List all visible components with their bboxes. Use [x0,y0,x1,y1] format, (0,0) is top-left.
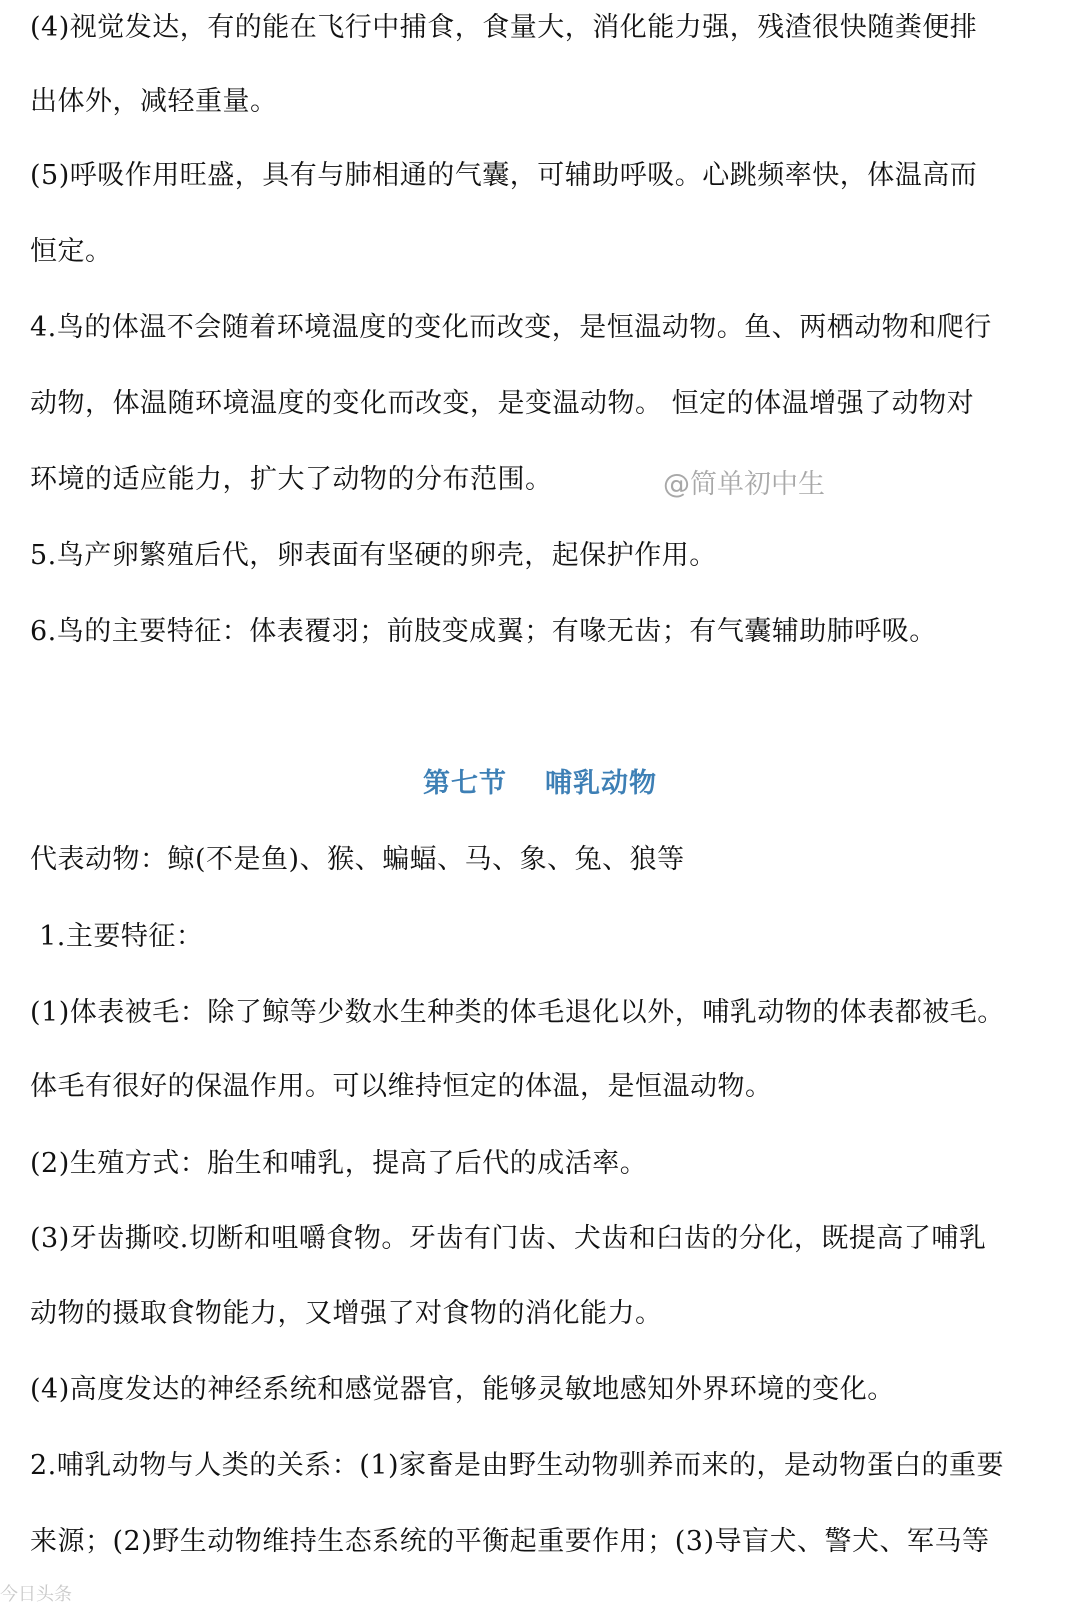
text-line: 环境的适应能力，扩大了动物的分布范围。 [30,464,553,495]
section-heading [0,764,1080,804]
text-line: (3)牙齿撕咬.切断和咀嚼食物。牙齿有门齿、犬齿和臼齿的分化，既提高了哺乳 [30,1223,987,1254]
text-line: 出体外，减轻重量。 [30,86,278,117]
section-title: 哺乳动物 [545,768,657,799]
text-line: (5)呼吸作用旺盛，具有与肺相通的气囊，可辅助呼吸。心跳频率快，体温高而 [30,160,978,191]
text-line: 动物，体温随环境温度的变化而改变，是变温动物。 恒定的体温增强了动物对 [30,388,975,419]
text-line: 6.鸟的主要特征：体表覆羽；前肢变成翼；有喙无齿；有气囊辅助肺呼吸。 [30,616,937,647]
text-line: 体毛有很好的保温作用。可以维持恒定的体温，是恒温动物。 [30,1071,773,1102]
text-line: (4)视觉发达，有的能在飞行中捕食，食量大，消化能力强，残渣很快随粪便排 [30,12,978,43]
watermark-author: @简单初中生 [663,469,825,500]
text-line: 5.鸟产卵繁殖后代，卵表面有坚硬的卵壳，起保护作用。 [30,540,717,571]
text-line: (4)高度发达的神经系统和感觉器官，能够灵敏地感知外界环境的变化。 [30,1374,895,1405]
text-line: 2.哺乳动物与人类的关系：(1)家畜是由野生动物驯养而来的，是动物蛋白的重要 [30,1450,1005,1481]
text-line: 4.鸟的体温不会随着环境温度的变化而改变，是恒温动物。鱼、两栖动物和爬行 [30,312,992,343]
text-line: 恒定。 [30,236,113,267]
section-number: 第七节 [423,768,507,799]
text-line: 代表动物：鲸(不是鱼)、猴、蝙蝠、马、象、兔、狼等 [30,844,685,875]
text-line: 动物的摄取食物能力，又增强了对食物的消化能力。 [30,1298,663,1329]
text-line: (2)生殖方式：胎生和哺乳，提高了后代的成活率。 [30,1148,648,1179]
text-line: 来源；(2)野生动物维持生态系统的平衡起重要作用；(3)导盲犬、警犬、军马等 [30,1526,990,1557]
text-line: 1.主要特征： [30,921,204,952]
text-line: (1)体表被毛：除了鲸等少数水生种类的体毛退化以外，哺乳动物的体表都被毛。 [30,997,1005,1028]
watermark-platform: 今日头条 [0,1584,72,1605]
